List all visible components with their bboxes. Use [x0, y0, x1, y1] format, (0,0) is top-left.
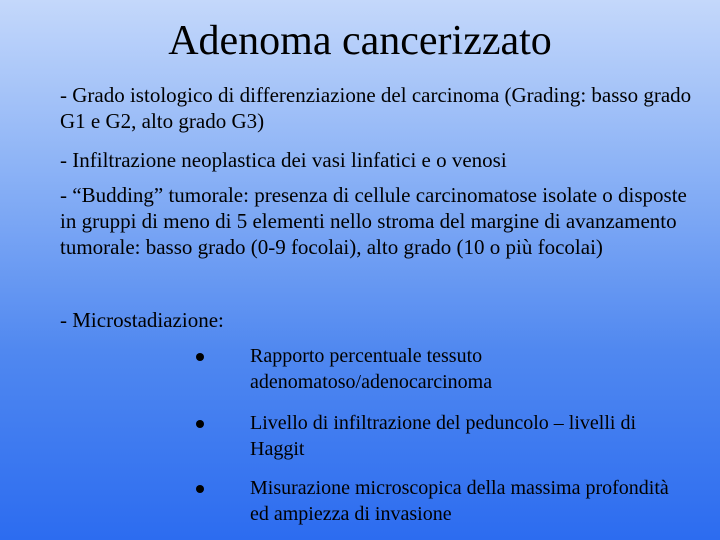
- bullet-item-livello: Livello di infiltrazione del peduncolo – livelli di Haggit: [250, 412, 637, 460]
- paragraph-microstadiazione: - Microstadiazione:: [60, 308, 224, 332]
- bullet-dot: [196, 485, 204, 493]
- bullet-item-misurazione: Misurazione microscopica della massima profondità ed ampiezza di invasione: [250, 477, 669, 525]
- paragraph-infiltrazione: - Infiltrazione neoplastica dei vasi linfatici e o venosi: [60, 148, 507, 172]
- bullet-dot: [196, 420, 204, 428]
- slide-title: Adenoma cancerizzato: [168, 18, 552, 64]
- paragraph-budding: - “Budding” tumorale: presenza di cellule carcinomatose isolate o disposte in gruppi di meno di 5 elementi nello stroma del margine di avanzamento tumorale: basso grado (0-9 focolai), alto grado (10 o più focolai): [60, 183, 687, 259]
- bullet-item-rapporto: Rapporto percentuale tessuto adenomatoso/adenocarcinoma: [250, 345, 493, 393]
- bullet-dot: [196, 353, 204, 361]
- paragraph-grading: - Grado istologico di differenziazione del carcinoma (Grading: basso grado G1 e G2, alto grado G3): [60, 83, 692, 133]
